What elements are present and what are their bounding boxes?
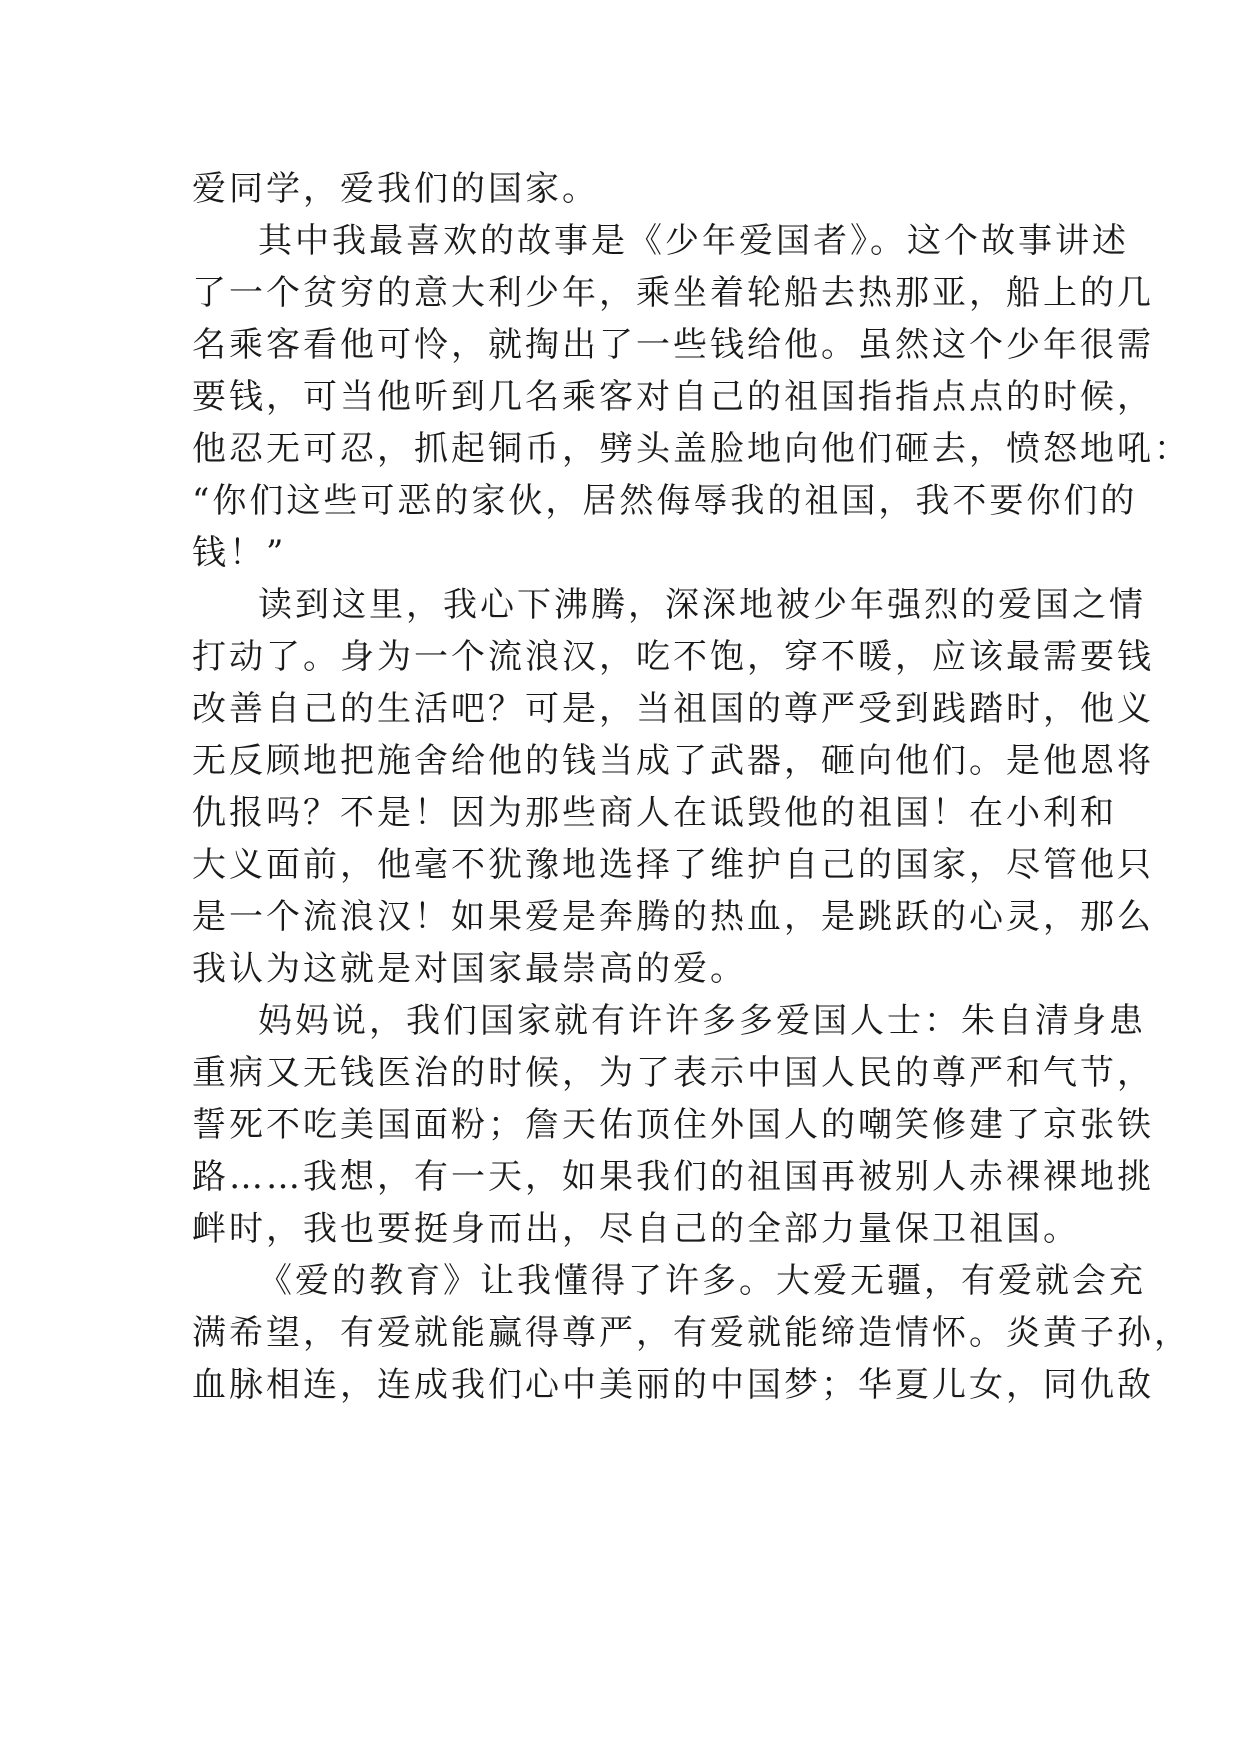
text-line: 要钱，可当他听到几名乘客对自己的祖国指指点点的时候， [192, 377, 1154, 417]
text-line: 重病又无钱医治的时候，为了表示中国人民的尊严和气节， [192, 1053, 1154, 1093]
text-line: 路……我想，有一天，如果我们的祖国再被别人赤裸裸地挑 [192, 1157, 1154, 1197]
text-line: 誓死不吃美国面粉；詹天佑顶住外国人的嘲笑修建了京张铁 [192, 1105, 1154, 1145]
text-line: 无反顾地把施舍给他的钱当成了武器，砸向他们。是他恩将 [192, 741, 1154, 781]
text-line: 名乘客看他可怜，就掏出了一些钱给他。虽然这个少年很需 [192, 325, 1154, 365]
text-line: 改善自己的生活吧？可是，当祖国的尊严受到践踏时，他义 [192, 689, 1154, 729]
text-line: 血脉相连，连成我们心中美丽的中国梦；华夏儿女，同仇敌 [192, 1365, 1154, 1405]
text-line: 满希望，有爱就能赢得尊严，有爱就能缔造情怀。炎黄子孙， [192, 1313, 1191, 1353]
text-line: 我认为这就是对国家最崇高的爱。 [192, 949, 747, 989]
text-line: 仇报吗？不是！因为那些商人在诋毁他的祖国！在小利和 [192, 793, 1117, 833]
paragraph-first-line: 妈妈说，我们国家就有许许多多爱国人士：朱自清身患 [258, 1001, 1146, 1041]
text-line: 衅时，我也要挺身而出，尽自己的全部力量保卫祖国。 [192, 1209, 1080, 1249]
paragraph-first-line: 读到这里，我心下沸腾，深深地被少年强烈的爱国之情 [258, 585, 1146, 625]
text-line: 了一个贫穷的意大利少年，乘坐着轮船去热那亚，船上的几 [192, 273, 1154, 313]
text-line: 打动了。身为一个流浪汉，吃不饱，穿不暖，应该最需要钱 [192, 637, 1154, 677]
text-line: 是一个流浪汉！如果爱是奔腾的热血，是跳跃的心灵，那么 [192, 897, 1154, 937]
text-line: “你们这些可恶的家伙，居然侮辱我的祖国，我不要你们的 [192, 481, 1138, 521]
text-line: 大义面前，他毫不犹豫地选择了维护自己的国家，尽管他只 [192, 845, 1154, 885]
paragraph-first-line: 其中我最喜欢的故事是《少年爱国者》。这个故事讲述 [258, 221, 1129, 261]
paragraph-first-line: 《爱的教育》让我懂得了许多。大爱无疆，有爱就会充 [258, 1261, 1146, 1301]
text-line: 他忍无可忍，抓起铜币，劈头盖脸地向他们砸去，愤怒地吼： [192, 429, 1191, 469]
text-line: 钱！” [192, 533, 287, 573]
text-line: 爱同学，爱我们的国家。 [192, 169, 599, 209]
